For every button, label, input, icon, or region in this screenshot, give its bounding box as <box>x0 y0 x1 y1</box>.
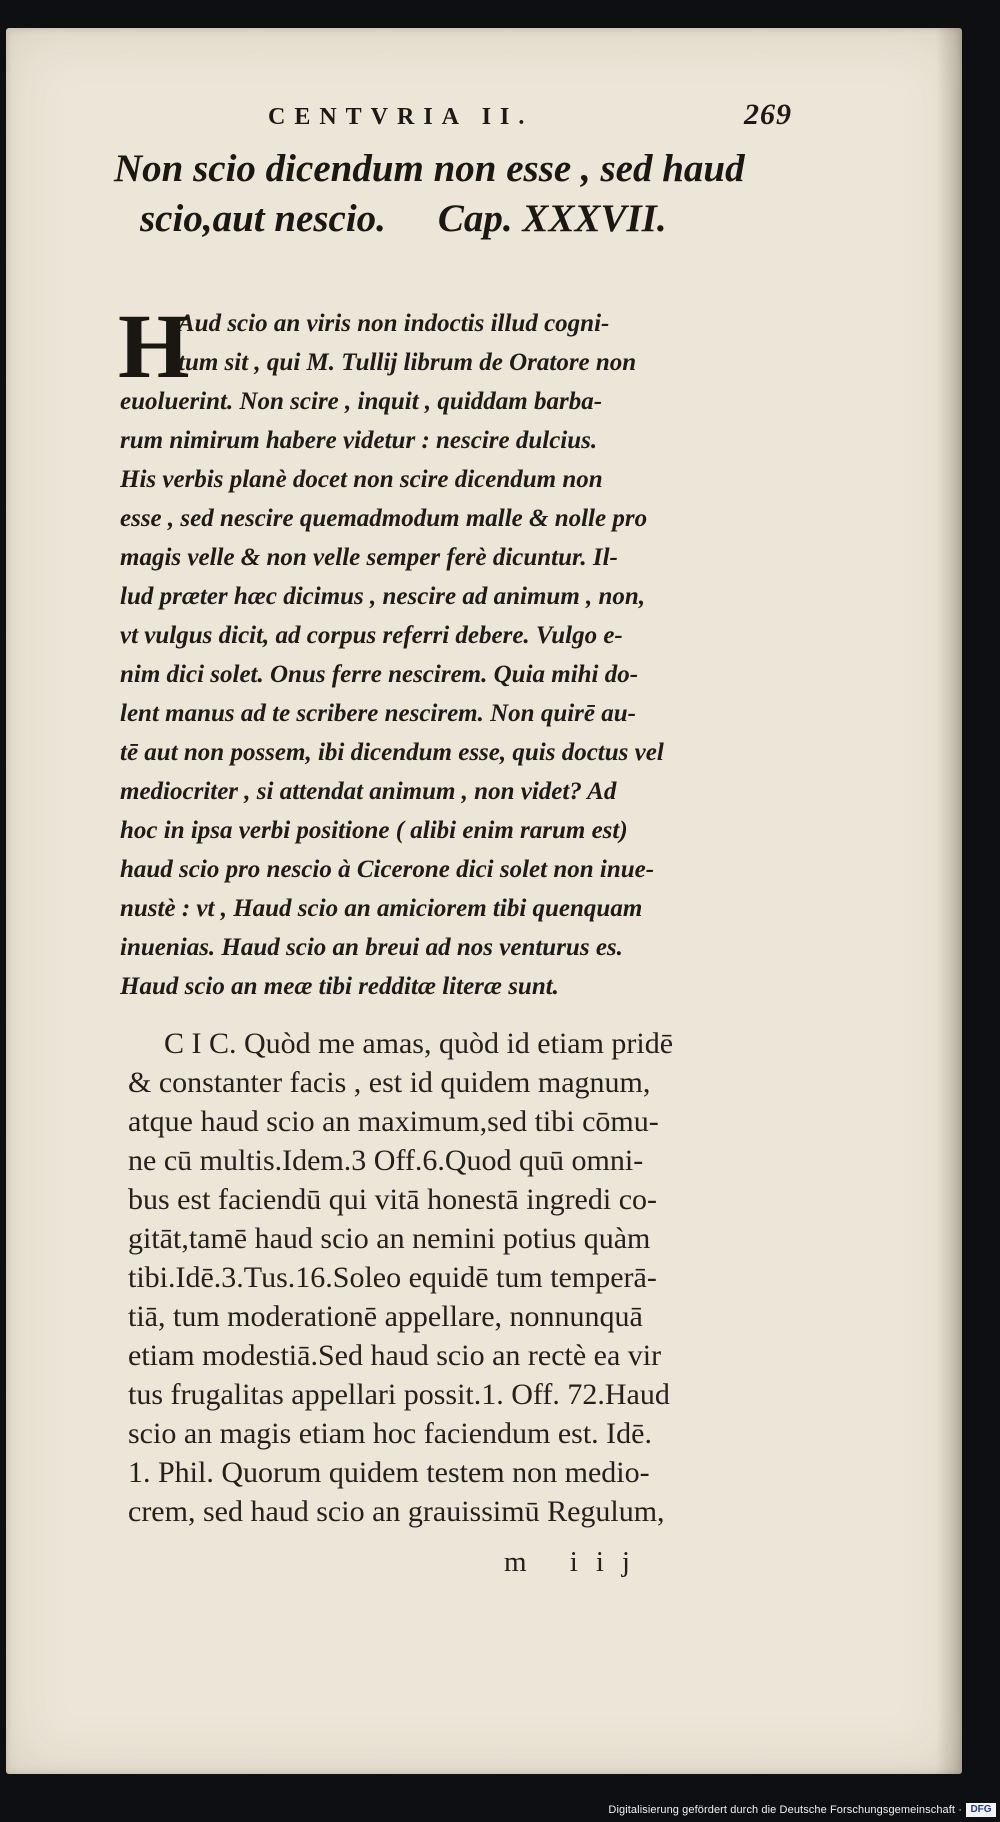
roman-text-line: gitāt,tamē haud scio an nemini potius quàm <box>128 1222 651 1255</box>
italic-text-line: nustè : vt , Haud scio an amiciorem tibi quenquam <box>120 895 643 922</box>
chapter-title-text: scio,aut nescio. <box>140 197 386 240</box>
chapter-number: Cap. XXXVII. <box>437 197 667 240</box>
chapter-title-line-1: Non scio dicendum non esse , sed haud <box>114 147 745 190</box>
italic-text-line: nim dici solet. Onus ferre nescirem. Quia mihi do- <box>120 661 639 688</box>
roman-text-line: ne cū multis.Idem.3 Off.6.Quod quū omni- <box>128 1144 644 1177</box>
roman-text-line: etiam modestiā.Sed haud scio an rectè ea vir <box>128 1339 662 1372</box>
italic-text-line: euoluerint. Non scire , inquit , quiddam barba- <box>120 388 603 415</box>
signature-mark: m iij <box>504 1546 648 1578</box>
running-head: CENTVRIA II. <box>268 104 534 130</box>
roman-text-line: tibi.Idē.3.Tus.16.Soleo equidē tum temperā- <box>128 1261 657 1294</box>
page-number: 269 <box>744 98 792 131</box>
italic-text-line: lud præter hæc dicimus , nescire ad animum , non, <box>120 583 646 610</box>
italic-text-line: Aud scio an viris non indoctis illud cogni- <box>178 310 610 337</box>
drop-cap: H <box>118 295 190 397</box>
italic-text-line: rum nimirum habere videtur : nescire dulcius. <box>120 427 598 454</box>
italic-text-line: Haud scio an meæ tibi redditæ literæ sunt. <box>120 973 559 1000</box>
roman-text-line: tiā, tum moderationē appellare, nonnunquā <box>128 1300 643 1333</box>
roman-text-line: atque haud scio an maximum,sed tibi cōmu- <box>128 1105 659 1138</box>
italic-text-line: vt vulgus dicit, ad corpus referri debere. Vulgo e- <box>120 622 623 649</box>
roman-text-line: tus frugalitas appellari possit.1. Off. 72.Haud <box>128 1378 670 1411</box>
italic-paragraph <box>118 295 798 1006</box>
running-header <box>268 98 792 134</box>
italic-text-line: lent manus ad te scribere nescirem. Non quirē au- <box>120 700 636 727</box>
page-edge-shadow <box>936 28 962 1774</box>
italic-text-line: tē aut non possem, ibi dicendum esse, quis doctus vel <box>120 739 664 766</box>
italic-text-line: mediocriter , si attendat animum , non videt? Ad <box>120 778 617 805</box>
italic-text-line: haud scio pro nescio à Cicerone dici solet non inue- <box>120 856 655 883</box>
roman-text-line: & constanter facis , est id quidem magnum, <box>128 1066 651 1099</box>
roman-text-line: crem, sed haud scio an grauissimū Regulum, <box>128 1495 665 1528</box>
digitization-credit: Digitalisierung gefördert durch die Deutsche Forschungsgemeinschaft · <box>608 1804 962 1816</box>
italic-text-line: hoc in ipsa verbi positione ( alibi enim rarum est) <box>120 817 628 844</box>
italic-text-line: esse , sed nescire quemadmodum malle & nolle pro <box>120 505 648 532</box>
italic-text-line: inuenias. Haud scio an breui ad nos venturus es. <box>120 934 623 961</box>
roman-text-line: 1. Phil. Quorum quidem testem non medio- <box>128 1456 650 1489</box>
roman-text-line: bus est faciendū qui vitā honestā ingredi co- <box>128 1183 658 1216</box>
chapter-title-line-2 <box>114 194 804 244</box>
roman-text-line: scio an magis etiam hoc faciendum est. Idē. <box>128 1417 652 1450</box>
italic-text-line: tum sit , qui M. Tullij librum de Oratore non <box>178 349 637 376</box>
roman-paragraph <box>128 1024 804 1531</box>
italic-text-line: His verbis planè docet non scire dicendum non <box>120 466 603 493</box>
italic-text-line: magis velle & non velle semper ferè dicuntur. Il- <box>120 544 618 571</box>
roman-text-line: C I C. Quòd me amas, quòd id etiam pridē <box>164 1027 674 1060</box>
italic-lines <box>118 295 798 1006</box>
dfg-logo: DFG <box>966 1803 996 1817</box>
chapter-title <box>114 144 804 244</box>
